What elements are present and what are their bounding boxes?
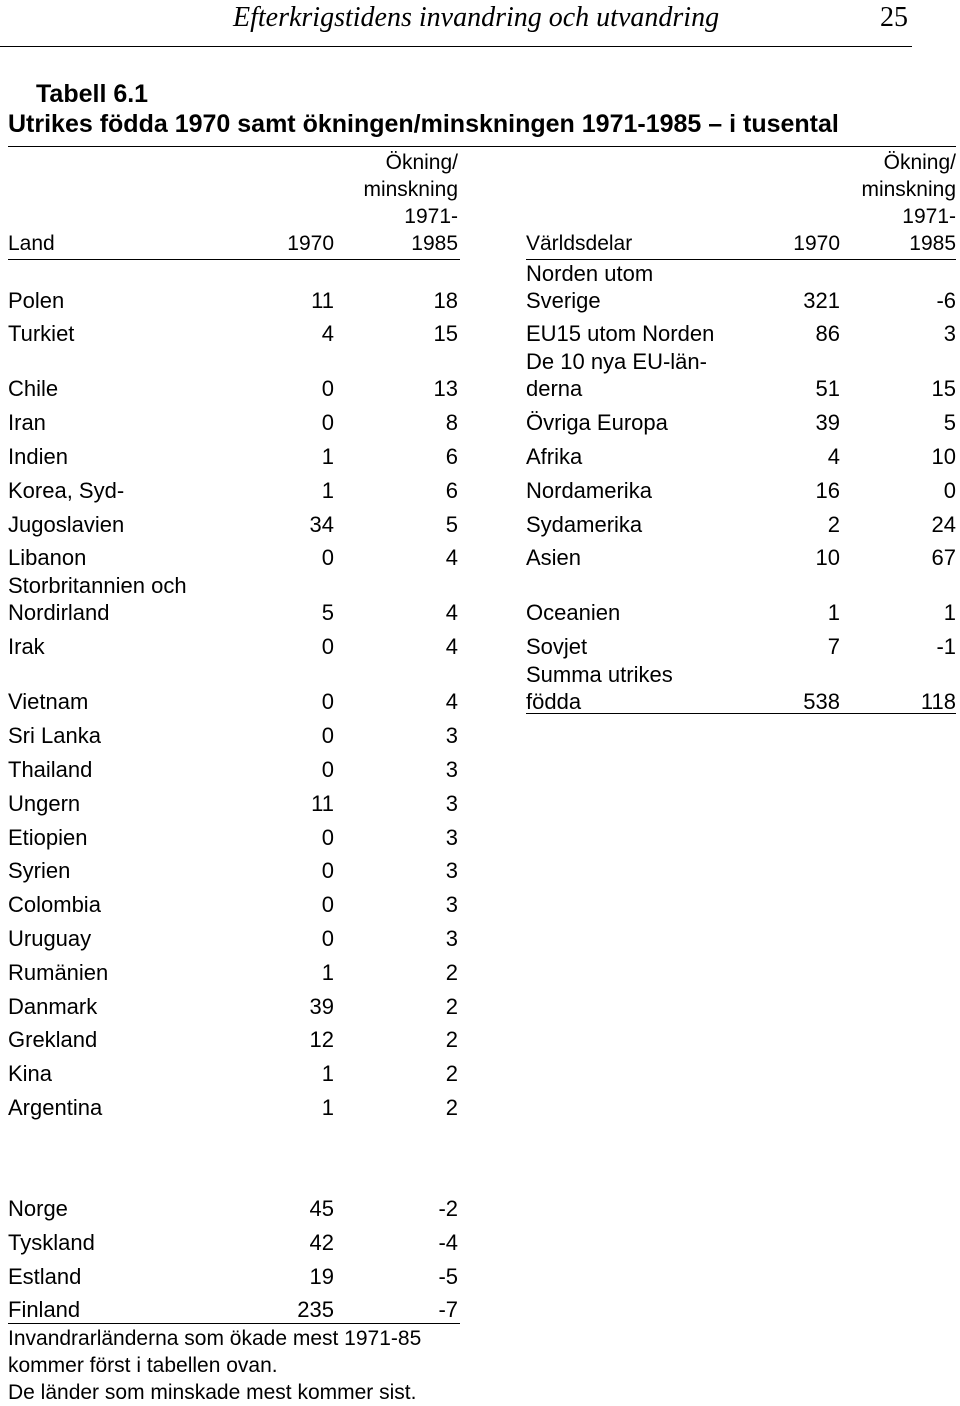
row-value-1970: 1	[321, 478, 334, 503]
row-name: Chile	[8, 376, 59, 401]
row-value-1970: 0	[321, 757, 334, 782]
row-name: Vietnam	[8, 689, 89, 714]
row-name: Colombia	[8, 892, 101, 917]
right-table-bottom-rule	[526, 713, 956, 714]
row-value-1970: 0	[321, 634, 334, 659]
row-name: Norge	[8, 1196, 68, 1221]
row-value-change: 1	[943, 600, 956, 625]
row-value-change: 5	[445, 512, 458, 537]
row-name: Etiopien	[8, 825, 88, 850]
row-name: Ungern	[8, 791, 81, 816]
row-name: Sovjet	[526, 634, 588, 659]
header-region: Världsdelar	[526, 232, 633, 255]
row-name: Summa utrikes födda	[526, 662, 673, 714]
row-value-change: 15	[433, 321, 458, 346]
table-row	[8, 0, 460, 1323]
row-name: Kina	[8, 1061, 53, 1086]
row-name: Indien	[8, 444, 68, 469]
row-value-change: 10	[931, 444, 956, 469]
row-value-change: 3	[943, 321, 956, 346]
row-value-1970: 0	[321, 858, 334, 883]
row-value-1970: 0	[321, 545, 334, 570]
row-name: Uruguay	[8, 926, 92, 951]
page-number: 25	[880, 2, 908, 33]
row-name: Polen	[8, 288, 65, 313]
row-value-1970: 1	[321, 960, 334, 985]
row-name: Danmark	[8, 994, 98, 1019]
row-name: Nordamerika	[526, 478, 652, 503]
row-value-change: 3	[445, 892, 458, 917]
row-name: Oceanien	[526, 600, 621, 625]
row-value-change: -2	[438, 1196, 458, 1221]
row-value-change: 3	[445, 757, 458, 782]
row-value-change: 2	[445, 1027, 458, 1052]
row-value-change: 13	[433, 376, 458, 401]
row-value-1970: 39	[309, 994, 334, 1019]
header-right-1970: 1970	[793, 232, 840, 255]
row-name: Tyskland	[8, 1230, 95, 1255]
row-value-change: 4	[445, 600, 458, 625]
row-value-1970: 16	[815, 478, 840, 503]
row-value-change: 4	[445, 689, 458, 714]
row-value-change: 15	[931, 376, 956, 401]
header-left-1970: 1970	[287, 232, 334, 255]
row-value-change: 3	[445, 791, 458, 816]
row-value-change: 5	[943, 410, 956, 435]
row-value-change: 24	[931, 512, 956, 537]
row-name: Storbritannien och Nordirland	[8, 573, 187, 625]
row-value-1970: 1	[321, 1095, 334, 1120]
row-value-1970: 7	[827, 634, 840, 659]
row-value-change: 67	[931, 545, 956, 570]
row-value-1970: 1	[827, 600, 840, 625]
table-row	[526, 0, 956, 715]
row-name: Sri Lanka	[8, 723, 101, 748]
row-name: Finland	[8, 1297, 81, 1322]
table-note-3: De länder som minskade mest kommer sist.	[8, 1381, 417, 1404]
row-value-change: -1	[936, 634, 956, 659]
row-name: Rumänien	[8, 960, 109, 985]
row-value-1970: 0	[321, 410, 334, 435]
left-table-bottom-rule	[8, 1323, 460, 1324]
header-left-change: Ökning/ minskning 1971- 1985	[363, 151, 458, 255]
row-value-change: 3	[445, 926, 458, 951]
row-name: Syrien	[8, 858, 71, 883]
row-value-1970: 12	[309, 1027, 334, 1052]
row-value-1970: 0	[321, 689, 334, 714]
row-value-change: 118	[920, 689, 956, 714]
row-name: Afrika	[526, 444, 583, 469]
row-value-1970: 1	[321, 1061, 334, 1086]
row-name: De 10 nya EU-län- derna	[526, 349, 707, 401]
row-value-1970: 10	[815, 545, 840, 570]
row-name: Norden utom Sverige	[526, 261, 654, 313]
row-value-change: 8	[445, 410, 458, 435]
row-value-1970: 11	[311, 791, 334, 816]
row-name: Estland	[8, 1264, 82, 1289]
row-value-change: -4	[438, 1230, 458, 1255]
table-note-1: Invandrarländerna som ökade mest 1971-85	[8, 1327, 422, 1350]
row-name: Argentina	[8, 1095, 103, 1120]
row-name: Asien	[526, 545, 582, 570]
row-value-change: 3	[445, 858, 458, 883]
row-value-change: 2	[445, 1061, 458, 1086]
row-value-change: 4	[445, 634, 458, 659]
row-name: Jugoslavien	[8, 512, 125, 537]
row-value-1970: 39	[815, 410, 840, 435]
row-value-1970: 0	[321, 825, 334, 850]
row-value-1970: 1	[321, 444, 334, 469]
row-value-1970: 19	[309, 1264, 334, 1289]
row-value-1970: 0	[321, 926, 334, 951]
row-value-1970: 45	[309, 1196, 334, 1221]
table-note-2: kommer först i tabellen ovan.	[8, 1354, 278, 1377]
row-value-1970: 11	[311, 288, 334, 313]
row-value-change: -6	[936, 288, 956, 313]
row-value-1970: 51	[815, 376, 840, 401]
row-name: Grekland	[8, 1027, 98, 1052]
row-name: Irak	[8, 634, 45, 659]
row-value-change: 3	[445, 825, 458, 850]
row-value-1970: 235	[297, 1297, 334, 1322]
row-name: EU15 utom Norden	[526, 321, 715, 346]
row-name: Thailand	[8, 757, 93, 782]
row-name: Libanon	[8, 545, 87, 570]
row-name: Övriga Europa	[526, 410, 668, 435]
row-value-change: 2	[445, 960, 458, 985]
row-value-change: 4	[445, 545, 458, 570]
row-value-change: 18	[433, 288, 458, 313]
row-value-change: -7	[438, 1297, 458, 1322]
row-value-1970: 4	[321, 321, 334, 346]
row-value-1970: 0	[321, 892, 334, 917]
row-name: Iran	[8, 410, 46, 435]
row-value-change: 2	[445, 994, 458, 1019]
header-land: Land	[8, 232, 55, 255]
table-title: Utrikes födda 1970 samt ökningen/minskningen 1971-1985 – i tusental	[8, 110, 839, 138]
row-value-change: 2	[445, 1095, 458, 1120]
row-value-change: 6	[445, 478, 458, 503]
row-value-1970: 86	[815, 321, 840, 346]
row-value-1970: 34	[309, 512, 334, 537]
row-value-1970: 538	[803, 689, 840, 714]
row-value-1970: 0	[321, 723, 334, 748]
row-value-change: 6	[445, 444, 458, 469]
row-value-1970: 0	[321, 376, 334, 401]
row-value-1970: 321	[803, 288, 840, 313]
table-label: Tabell 6.1	[36, 80, 149, 108]
row-value-1970: 5	[321, 600, 334, 625]
row-value-1970: 4	[827, 444, 840, 469]
row-value-change: -5	[438, 1264, 458, 1289]
row-value-change: 0	[943, 478, 956, 503]
row-name: Korea, Syd-	[8, 478, 125, 503]
running-header-title: Efterkrigstidens invandring och utvandring	[233, 2, 720, 33]
row-name: Turkiet	[8, 321, 75, 346]
row-value-1970: 42	[309, 1230, 334, 1255]
row-value-1970: 2	[827, 512, 840, 537]
row-name: Sydamerika	[526, 512, 643, 537]
row-value-change: 3	[445, 723, 458, 748]
header-right-change: Ökning/ minskning 1971- 1985	[861, 151, 956, 255]
